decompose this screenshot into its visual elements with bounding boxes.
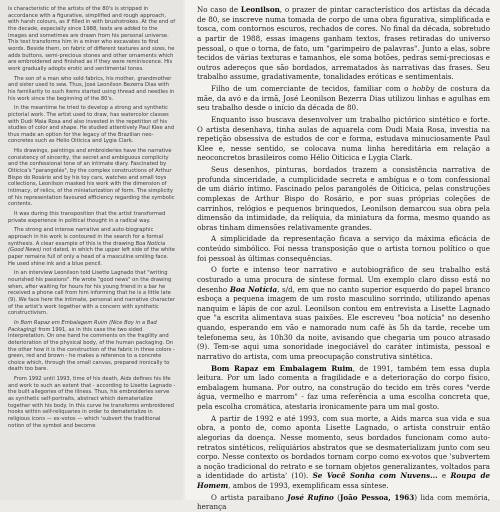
right-text: e xyxy=(441,471,451,481)
english-translation-column xyxy=(0,0,183,500)
left-paragraph-7: In an interview Leonilson told Lisette Lagnado that "writing nourished his passions". He wrote "good news" on the drawing when, after waiting for hours for his young friend in a bar he received a phone call from him informing that he is a little late (9). We face here the intimate, personal and narrative character of the artist's work together with a concern with synthetic constructivism. xyxy=(8,270,175,317)
right-paragraph-4: Seus desenhos, pinturas, bordados trazem a consistência narrativa de profunda sinceridade, a cumplicidade secreta e ambígua e o tom confessional de um diário íntimo. Fascinado pelos parangolés de Oiticica, pelas construções complexas de Arthur Bispo do Rosário, e por suas próprias coleções de carrinhos, relógios e pequenos brinquedos, Leonilson demarcou sua obra pela dimensão da intimidade, da relíquia, da miniatura da forma, mesmo quando as obras tinham dimensões relativamente grandes. xyxy=(197,165,490,232)
left-text: from 1991, as in this case the two sided interpretation. On one hand he comments on the fragility and deterioration of the physical body, of the human packaging. On the other how it is the construction of the fabric in three colors - green, red and brown - he makes a reference to a concrete choice which, through the small canvas, prepared ironically to death too bare. xyxy=(8,326,175,373)
left-text: The strong and intense narrative and auto-biographic approach in his work is contoured in the search for a formal synthesis. A clear example of this is the drawing xyxy=(8,227,164,247)
artwork-title: Boa Notícia (Good News) xyxy=(8,240,166,254)
right-text: O artista paraibano xyxy=(211,492,288,502)
right-paragraph-6 xyxy=(197,265,490,361)
artwork-title: In Bom Rapaz em Embalagem Ruim (Nice Boy in a Bad Packaging) xyxy=(8,319,157,333)
artist-birthplace: João Pessoa, 1963 xyxy=(339,492,415,502)
right-paragraph-5: A simplicidade da representação ficava a serviço da máxima eficácia de conteúdo simbólico. Foi nessa transposição que o artista tornou político o que foi pessoal às últimas consequências. xyxy=(197,234,490,263)
right-text: de costura da mãe, da avó e da irmã, José Leonilson Bezerra Dias utilizou linhas e agulhas em seu trabalho desde o início da década de 80. xyxy=(197,84,490,113)
right-paragraph-3: Enquanto isso buscava desenvolver um trabalho pictórico sintético e forte. O artista desenhava, tinha aulas de aquarela com Dudi Maia Rosa, investia na repetição obsessiva de estudos de cor e forma, estudava minuciosamente Paul Klee e, nesse sentido, se colocava numa linha hereditária em relação a neoconcretos brasileiros como Hélio Oiticica e Lygia Clark. xyxy=(197,114,490,163)
right-text: O forte e intenso teor narrativo e autobiográfico de seu trabalho está costurado a uma procura de síntese formal. Um exemplo claro disso está no desenho xyxy=(197,265,490,294)
artwork-title: Bom Rapaz em Embalagem Ruim xyxy=(211,363,353,373)
right-text: , o prazer de pintar característico dos artistas da década de 80, se inscreve numa tomada de corpo de uma obra figurativa, simplificada e tosca, com contornos escuros, rechados de cores. No final da década, sobretudo a partir de 1988, essas imagens ganham textos, frases retiradas do universo pessoal, o que o torna, de fato, um "garimpeiro de palavras". Junto a elas, sobre tecidos de várias texturas e tamanhos, ele soma botões, pedras semi-preciosas e outros adereços que são bordados, arrematados às narrativas das frases. Seu trabalho assume, gradativamente, tonalidades eróticas e sentimentais. xyxy=(197,5,490,82)
right-paragraph-8 xyxy=(197,414,490,491)
left-paragraph-9: From 1992 until 1993, time of his death, Aids defines his life and work to such an extent that - according to Lisette Lagnado - the built allegories of the illness. Thus, his embroideries serve as synthetic self-portraits, abstract which dematerialize together with his body. In this curve he transforms embroidered hooks within self-reliquaries in order to dematerialize in religious icons — ex-votos — which 'subvert the traditional notion of the symbol and become xyxy=(8,376,176,429)
right-paragraph-2 xyxy=(197,84,490,113)
left-paragraph-1: is characteristic of the artists of the 80's is stripped in accordance with a figurative, simplified and rough approach, with harsh colours, as if filled in with brushstrokes. At the end of the decade, especially since 1988, texts are added to the images and sometimes are drawn from his personal universe. This text transforms him in a miner who excavates to find words. Beside them, on fabric of different textures and sizes, he adds buttons, semi-precious stones and other ornaments which are embroidered and finished as if they were reminiscence. His work gradually adopts erotic and sentimental tones. xyxy=(8,6,176,72)
artist-name: José Rufino xyxy=(287,492,334,502)
right-text: , de 1991, também tem essa dupla leitura. Por um lado comenta a fragilidade e a deterioração do corpo físico, embalagem humana. Por outro, na construção do tecido em três cores "verde água, vermelho e marrom" - faz uma referência a uma escolha concreta que, pela escolha cromática, atestaria ironicamente para um mal gosto. xyxy=(197,363,490,411)
left-paragraph-3: In the meantime he tried to develop a strong and synthetic pictorial work. The artist used to draw, has watercolor classes with Dudi Maia Rosa and also invested in the repetition of his studies of color and shape. He studied attentively Paul Klee and thus made an option for the legacy of the Brazilian neo-concretes such as Hélio Oiticica and Lygia Clark. xyxy=(8,105,175,145)
right-text: ( xyxy=(333,492,340,502)
left-paragraph-6 xyxy=(8,227,176,267)
right-text: No caso de xyxy=(197,5,241,14)
right-text: A partir de 1992 e até 1993, com sua morte, a Aids marca sua vida e sua obra, a ponto de, como aponta Lisette Lagnado, o artista construir então alegorias da doença. Nesse momento, seus bordados funcionam como auto-retratos sintéticos, relíquiários abstratos que se desmaterializam junto com seu corpo. Nesse contexto os bordados tornam corpo como ex-votos que 'subvertem a noção tradicional do retrato e se tornam objetos generalizantes, voltados para a identidade do artista' (10). xyxy=(197,413,490,481)
right-text: , ambos de 1993, exemplificam essa síntese. xyxy=(228,481,389,490)
artwork-title: Boa Notícia xyxy=(229,284,278,294)
artwork-title: Roupa de Homem xyxy=(197,471,490,490)
right-text: Filho de um comerciante de tecidos, familiar com o xyxy=(211,84,413,93)
left-paragraph-4: His drawings, paintings and embroideries have the narrative consistency of sincerity, the secret and ambiguous complicity and the confessional tone of an intimate diary. Fascinated by Oiticica's "parangolés", by the complex constructions of Arthur Bispo do Rosário and by his toy cars, watches and small toys collections, Leonilson masked his work with the dimension of intimacy, of relics, of the miniaturization of form. The simplicity of his representation favoured efficiency regarding the symbolic contents. xyxy=(8,148,175,208)
right-text: ) lida com memória, herança xyxy=(197,492,490,512)
right-paragraph-1 xyxy=(197,5,490,82)
italic-term: hobby xyxy=(412,84,435,93)
right-paragraph-9 xyxy=(197,493,490,512)
right-text: , s/d, em que no canto superior esquerdo do papel branco esboça a pequena imagem de um rosto masculino sorrindo, utilizando apenas nanquim e lápis de cor azul. Leonilson contou em entrevista a Lisette Lagnado que "a escrita alimentava suas paixões. Ele escreveu "boa notícia" no desenho quando, esperando em vão e namorado num café às 5h da tarde, recebe um telefonema seu, às 10h30 da noite, avisando que chegaria um pouco atrasado (9). Tem-se aqui uma sonoridade inegociável do caráter intimista, pessoal e narrativo do artista, com uma preocupação construtiva sintética. xyxy=(197,284,490,361)
left-text: not dated, in which the upper left side of the white paper remains full of only a head of a masculine smiling face. He used shine ink and a blue pencil. xyxy=(8,247,175,267)
left-paragraph-8 xyxy=(8,320,176,373)
artist-name: Leonilson xyxy=(240,5,280,14)
portuguese-text-column xyxy=(185,0,500,512)
right-paragraph-7 xyxy=(197,364,490,412)
artwork-title: Se Você Sonha com Nuvens... xyxy=(312,471,438,481)
left-paragraph-2: The son of a man who sold fabrics, his mother, grandmother and sister used to sew. Thus, José Leonilson Bezerra Dias with his familiarity to such items started using thread and needles in his work since the beginning of the 80's. xyxy=(8,75,175,102)
left-paragraph-5: It was during this transposition that the artist transformed private experience in political thought in a radical way. xyxy=(8,211,166,224)
